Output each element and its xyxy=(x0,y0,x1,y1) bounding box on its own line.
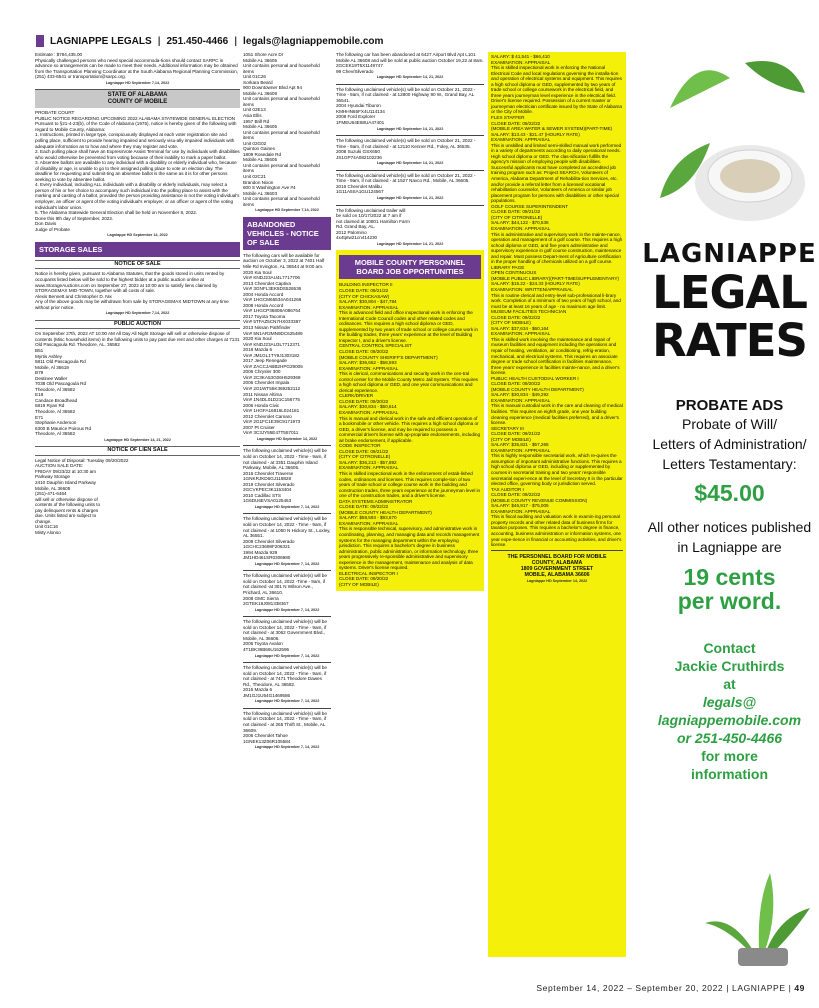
ad-title: RATES xyxy=(652,314,807,367)
column-4 xyxy=(488,52,626,957)
job-opportunities-box xyxy=(488,52,626,957)
notice-credit: Lagniappe HD September 14, 2022 xyxy=(526,579,588,584)
divider xyxy=(243,570,331,571)
contact-text: Contact Jackie Cruthirds at xyxy=(674,640,785,692)
notice-credit: Lagniappe HD September 14, 21, 2022 xyxy=(104,437,171,442)
notice-text: The following car has been abandoned at 6427 Airport Blvd Apt L101 Mobile AL 36608 and will be sold at public auction October 19,22 at 8am. 2GCEK19T5X1149747 99 Chev/Silverado xyxy=(336,52,484,74)
header-separator: | xyxy=(157,35,161,47)
divider xyxy=(243,616,331,617)
footer-separator: | xyxy=(788,983,795,993)
page-header xyxy=(36,33,796,49)
notice-text: On September 27th, 2022 AT 10:00 AM All Day All Night Storage will sell or otherwise dispose of contents (Misc household items) in the following units to pay past due rent and other charges at 7131 Old Pascagoula Rd. Theodore, AL. 36582 B51 Myrtis Ashley 5811 Old Pascagoula Rd Mobile, Al 36619 B79 Destinee Waller 7038 Old Pascagoula Rd Theodore, Al 36582 E18 Candace Broadhead 6819 Ryan Rd Theodore, Al 36582 E71 Stephanie Anderson 6300 B Maurice Poiroux Rd Theodore, Al 36582 xyxy=(35,331,240,437)
notice-text: 1051 Shore Acre Dr Mobile AL 36605 Unit contains personal and household items Unit 01C26 Sorkara Beard 900 Downtowner Blvd Apt 94 Mobile AL 36609 Unit contains personal and household items Unit 02E13 Asia Ellis 1957 Brill Rd Mobile AL 36605 Unit contains personal and household items Unit 02G02 Quinton Gaines 1809 Rosedale Rd Mobile AL 36605 Unit contains personal and household items Unit 02C21 Brandon Nixon 600 S Washington Ave #4 Mobile AL 36603 Unit contains personal and household items xyxy=(243,52,320,207)
notice-subheading: NOTICE OF LIEN SALE xyxy=(35,446,240,456)
column-2 xyxy=(243,52,331,957)
coffee-cup-illustration xyxy=(650,48,815,238)
divider xyxy=(243,708,331,709)
publication-name: LAGNIAPPE xyxy=(732,983,786,993)
header-color-block xyxy=(36,35,44,47)
notice-credit: Lagniappe HD September 7, 14, 2022 xyxy=(254,561,320,566)
notice-credit: Lagniappe HD September 7, 14, 2022 xyxy=(254,699,320,704)
other-notices-text: All other notices published in Lagniappe are xyxy=(647,519,812,555)
header-separator: | xyxy=(234,35,238,47)
divider xyxy=(243,513,331,514)
divider xyxy=(491,550,623,551)
notice-text: The following unclaimed vehicle(s) will be sold on October 14, 2022 - Time - 9am, if not claimed - at 265 Thrift St., Mobile, AL 36609. 2006 Chevrolet Tahoe 1GNEK13Z06R105584 xyxy=(243,710,327,744)
plant-illustration xyxy=(700,868,815,968)
section-heading: STATE OF ALABAMA COUNTY OF MOBILE xyxy=(35,89,240,108)
notice-credit: Lagniappe HD September 7,14, 2022 xyxy=(105,311,170,316)
column-1 xyxy=(35,52,240,957)
contact-phone[interactable]: or 251-450-4466 xyxy=(676,730,783,746)
contact-email[interactable]: legals@ lagniappemobile.com xyxy=(657,694,802,728)
divider xyxy=(336,135,484,136)
issue-dates: September 14, 2022 – September 20, 2022 xyxy=(536,983,724,993)
notice-text: The following unclaimed trailer will be sold on 10/17/2022 at 7 am if not claimed at 10801 Hamilton Farm Rd. Grand Bay, AL. 2012 Palomino 4x4tptw21cn414230 xyxy=(336,207,410,241)
notice-credit: Lagniappe HD September 7, 14, 2022 xyxy=(254,745,320,750)
divider xyxy=(243,662,331,663)
notice-text: The following cars will be available for auction on October 3, 2022 at 7401 Half Mile Rd Irvington, AL 36544 at 9:00 am. 2020 Kia Soul Vin# KNDJ23AU4L7717706 2013 Chevrolet Captiva Vin# 3GNFL3EK5DS526536 2004 Honda Accord Vin# 1HGCM66534A041268 2008 Honda Accord Vin# 1HGCP36808A086764 2017 Toyota Tacoma Vin# 5TFAZ5CN7HX033387 2013 Nissan Pathfinder Vin# 5N1AR2MN9DC625489 2020 Kia Soul Vin# KNDJ23AU3L7712371 2018 Mazda 6 Vin# JM1GL1TY9J1303182 2017 Jeep Renegade Vin# ZACCJABB2HPG29005 2006 Chrysler 300 Vin# 2C3KA53G06H529369 2006 Chevrolet Impala Vin# 2G1WT55K369252112 2011 Nissan Altima Vin# 1N4DL01D21C156775 2006 Honda Civic Vin# 1HGFA16816L024181 2012 Chevrolet Camaro Vin# 2G1FC1E39C9171973 2007 Pt Cruiser Vin# 3C3JY55E47T557011 xyxy=(243,252,325,436)
probate-price: $45.00 xyxy=(694,480,765,506)
footer-separator: | xyxy=(726,983,732,993)
notice-credit: Lagniappe HD September 7,14, 2022 xyxy=(255,208,319,213)
notice-credit: Lagniappe HD September 14, 2022 xyxy=(107,233,168,238)
divider xyxy=(336,84,484,85)
personnel-board-address: THE PERSONNEL BOARD FOR MOBILE COUNTY, ALABAMA 1809 GOVERNMENT STREET MOBILE, ALABAMA 36606 xyxy=(507,553,607,579)
notice-credit: Lagniappe HD September 14, 21, 2022 xyxy=(376,126,444,131)
job-listings-text: SALARY: $ 41,541 - $66,410 EXAMINATION: APPRAISAL This is skilled inspectional work in enforcing the National Electrical Code and local regulations governing the installa-tion and operation of electrical systems and equipment. This requires a high school diploma or GED, supplemented by two years of trade school or college coursework in the electrical field, and three years journeyman level experience in the electrical field. Driver's license required. Possession of a current master or journeyman electrician certificate issued by the State of Alabama or the City of Mobile. FLEX STAFFER CLOSE DATE: 09/22/22 (MOBILE AREA WATER & SEWER SYSTEM)(PART-TIME) SALARY: $13.43 - $21.47 (HOURLY RATE) EXAMINATION: APPRAISAL This is unskilled and limited semi-skilled manual work performed in a variety of departments according to daily operational needs. High school diploma or GED. The clas-sification fulfills the agency's mission of employing people with disabilities. Successful applicants must have completed an accredited job training program such as: Project SEARCH, Volunteers of America, Alabama Department of Rehabilita-tion Services, etc. and/or provide a referral letter from a licensed vocational rehabilitation counselor, Volunteers of America or similar job placement program for persons with disabilities or other special populations. GOLF COURSE SUPERINTENDENT CLOSE DATE: 09/21/22 (CITY OF CITRONELLE) SALARY: $44,122 - $70,536 EXAMINATION: APPRAISAL This is administrative and supervisory work in the mainte-nance, operation and management of a golf course. This requires a high school diploma or GED, and five years administrative and supervisory experience in golf course construction, maintenance and repair. Must possess Depart-ment of Agriculture certification in the proper handling of chemicals utilized on a golf course. LIBRARY PAGE OPEN CONTINUOUS (MOBILE PUBLIC LIBRARY)(PART-TIME/SUPPLEMENTARY) SALARY: $15.22 - $24.33 (HOURLY RATE) EXAMINATION: WRITTEN/APPRAISAL This is routine clerical and entry-level sub-professional li-brary work. Completion of a minimum of two years of high school, and must be at least 16 years of age - no maximum age limit. MUSEUM FACILITIES TECHNICIAN CLOSE DATE: 09/22/22 (CITY OF MOBILE) SALARY: $37,634 - $60,164 EXAMINATION: APPRAISAL This is skilled work involving the maintenance and repair of museum facilities and equipment including the operations and repair of heating, ventilation, air conditioning, refrig-eration, mechanical, and electrical systems. This requires an associate degree or trade school certification in facilities maintenance, three years' experience in facilities mainte-nance, and a driver's license. PUBLIC HEALTH CUSTODIAL WORKER I CLOSE DATE: 09/20/22 (MOBILE COUNTY HEALTH DEPARTMENT) SALARY: $30,834 - $49,292 EXAMINATION: APPRAISAL This is manual custodial work in the care and cleaning of medical facilities. This requires an eighth grade, one year building cleaning experience (medical facilities preferred), and a driver's license. SECRETARY III CLOSE DATE: 09/21/22 (CITY OF MOBILE) SALARY: $35,821 - $57,265 EXAMINATION: APPRAISAL This is highly responsible secretarial work, which re-quires the assumption of important administrative functions. This requires a high school diploma or GED, including or supplemented by courses in secretarial training and two years' responsible secretarial experi-ence at the level of Secretary II in the particular elected office, governing body or jurisdiction served. TAX AUDITOR I CLOSE DATE: 09/22/22 (MOBILE COUNTY REVENUE COMMISSION) SALARY: $46,917 - $75,005 EXAMINATION: APPRAISAL This is fiscal auditing and valuation work in examin-ing personal property records and other related data of business firms for taxation purposes. This requires a bachelor's degree in finance, accounting, business administration or information systems, one year expe-rience in financial or accounting activities, and driver's license. xyxy=(491,54,623,548)
header-email[interactable]: legals@lagniappemobile.com xyxy=(243,35,384,47)
notice-text: The following unclaimed vehicle(s) will be sold on October 14, 2022 - Time - 9am, if not claimed - at 7471 Theodore Dawes Rd., Theodore, AL 36582. 2016 Mazda 6 JM1GJ1U54G1469586 xyxy=(243,665,327,698)
notice-text: The following unclaimed vehicle(s) will be sold on October 14, 2022 - Time - 9am, if not claimed - at 3062 Government Blvd., Mobile, AL 36606. 2006 Toyota Avalon 4T1BK36B66U162595 xyxy=(243,619,327,652)
notice-credit: Lagniappe HD September 7, 14, 2022 xyxy=(254,653,320,658)
divider xyxy=(336,205,484,206)
per-word-price: 19 cents per word. xyxy=(677,564,782,614)
probate-description: Probate of Will/ Letters of Administration/ Letters Testamentary: xyxy=(652,416,807,472)
section-heading: ABANDONED VEHICLES - NOTICE OF SALE xyxy=(243,217,331,250)
page-number: 49 xyxy=(794,983,805,993)
notice-text: The following unclaimed vehicle(s) will be sold on October 21, 2022 - Time - 9am, if not claimed - at 12800 Highway 90 W., Grand Bay, AL 36541. 2004 Hyundai Tiburon KMHHN65FX4U114134 2008 Ford Explorer 1FMEU64E68UA47401 xyxy=(336,86,476,126)
notice-credit: Lagniappe HD September 14, 21, 2022 xyxy=(376,196,444,201)
ad-title: LAGNIAPPE xyxy=(642,239,817,269)
ad-title: LEGAL xyxy=(652,266,807,319)
divider xyxy=(336,170,484,171)
notice-text: The following unclaimed vehicle(s) will be sold on October 21, 2022 - Time - 9am, if not claimed - at 12110 Kenner Rd., Foley, AL 36535. 2008 Suzuki GSX650 JS1GP74A082102236 xyxy=(336,138,476,160)
header-section: LAGNIAPPE LEGALS xyxy=(50,35,152,47)
probate-ads-heading: PROBATE ADS xyxy=(675,397,784,414)
notice-subheading: PUBLIC AUCTION xyxy=(35,320,240,330)
column-3 xyxy=(336,52,484,957)
notice-text: The following unclaimed vehicle(s) will be sold on October 14, 2022 - Time - 9am, if not claimed - at 1050 N Hickory St., Loxley, AL 36551. 2008 Chevrolet Silverado 1GCHC23698F206321 1994 Mazda 929 JM1HD461SR0306980 xyxy=(243,516,331,561)
notice-text: Notice is hereby given, pursuant to Alabama Statutes, that the goods stored in units rented by occupants listed below will be sold to the highest bidder at a public auction online at www.StorageAuctions.com on September 27, 2022 at 10:00 am to satisfy liens claimed by STORAGEMAX MID-TOWN, together with all costs of sale. Alexis Bennett and Christopher D. Nix Any of the above goods may be withdrawn from sale by STORAGEMAX MIDTOWN at any time without prior notice. xyxy=(35,271,229,310)
notice-credit: Lagniappe HD September 14, 2022 xyxy=(256,436,318,441)
notice-text: The following unclaimed vehicle(s) will be sold on October 21, 2022 - Time - 9am, if not claimed - at 1527 Navco Rd., Mobile, AL 36605. 2016 Chevrolet Malibu 1G11A5SA1GU124567 xyxy=(336,172,476,195)
header-phone: 251.450-4466 xyxy=(166,35,229,47)
job-listings-text: BUILDING INSPECTOR II CLOSE DATE: 09/21/22 (CITY OF CHICKASAW) SALARY: $30,804 - $47,784 EXAMINATION: APPRAISAL This is advanced field and office inspectional work in enforcing the International Code Council codes and other related codes and ordinances. This requires a high school diploma or GED, supplemented by two years of trade school or college course work in the building trades, three years' experience at the level of Building Inspector I, and a driver's license. CENTRAL CONTROL SPECIALIST CLOSE DATE: 09/20/22 (MOBILE COUNTY SHERIFF'S DEPARTMENT) SALARY: $36,652 - $58,593 EXAMINATION: APPRAISAL This is clerical, communications and security work in the cen-tral control center for the Mobile County Metro Jail System. This requires a high school diploma or GED, and one year communications and clerical experience. CLERK/DRIVER CLOSE DATE: 09/20/22 SALARY: $30,834 - $50,614 EXAMINATION: APPRAISAL This is manual and clerical work in the safe and efficient operation of a bookmobile or other vehicle. This requires a high school diploma or GED, a driver's license, and may be required to possess a commercial driver's license with ap-propriate endorsements, including air brake endorsement, if applicable. CODE INSPECTOR CLOSE DATE: 09/21/22 (CITY OF CITRONELLE) SALARY: $36,213 - $57,892 EXAMINATION: APPRAISAL This is skilled inspectional work in the enforcement of estab-lished codes, ordinances and licenses. This requires comple-tion of two years of trade school or college course work in the building and construction trades, three years experience at the journeyman level in one of the construction trades, and a driver's license. DATA SYSTEMS ADMINISTRATOR CLOSE DATE: 09/22/22 (MOBILE COUNTY HEALTH DEPARTMENT) SALARY: $58,593 - $93,670 EXAMINATION: APPRAISAL This is responsible technical, supervisory, and administrative work in coordinating, planning, and managing data and records management systems for the managing department within the employing jurisdiction. This requires a bachelor's degree in business administration, public administration, or information technology, three years progressively re-sponsible administrative and supervisory experience in the management, maintenance and analysis of data systems. Driver's license required. ELECTRICAL INSPECTOR I CLOSE DATE: 09/20/22 (CITY OF MOBILE) xyxy=(339,282,481,587)
notice-credit: Lagniappe HD September 14, 21, 2022 xyxy=(376,75,444,80)
notice-credit: Lagniappe HD September 7, 14, 2022 xyxy=(254,504,320,509)
page-footer xyxy=(536,983,805,993)
notice-text: The following unclaimed vehicle(s) will be sold on October 14, 2022 -Time - 9am, if not claimed -at 301 N Wilson Ave., Prichard, AL 36610. 2008 GMC Sierra 2GTEK19J081338367 xyxy=(243,573,327,607)
notice-text: PROBATE COURT PUBLIC NOTICE REGARDING UPCOMING 2022 ALABAMA STATEWIDE GENERAL ELECTION Pursuant to §21-4-23(b), of the Code of Alabama (1975), notice is hereby given of the following with regard to Mobile County, Alabama: 1. Instructions, printed in large type, conspicuously displayed at each voter registration site and polling place, sufficient to provide hearing impaired and seriously visu-ally impaired individuals with adequate information as to how and where they may register and vote. 2. Each polling place shall have an ExpressVote Assist Terminal for use by individuals with disabilities who would otherwise be prevented from voting because of their inability to mark a paper ballot. 3. Absentee ballots are available to any individual with a disability or elderly individual who, because of disability or age, is unable to go to their assigned polling place to vote on election day. The deadline for requesting and submit-ting an absentee ballot is the same as it is for other persons seeking to vote by absentee ballot. 4. Every individual, including ALL individuals with a disability or elderly individuals, may select a person of his or her choice to accompany such individual into the polling place to assist with the marking and casting of a ballot, provided the person providing assistance is not the voting individual's employer, an officer or agent of the voting individual's employer, or an officer or agent of the voting individual's labor union. 5. The Alabama Statewide General Election shall be held on November 8, 2022. Done this 9th day of September, 2022. Don Davis Judge of Probate xyxy=(35,110,240,232)
divider xyxy=(243,445,331,446)
notice-text: Estimate : $794,435.00 Physically challenged persons who need special accommoda-tions should contact SARPC in advance so arrangements can be made to meet their needs. Additional information may be obtained from the Transportation Planning Coordinator at the South Alabama Regional Planning Commission, (251) 433-6541 or transportation@sarpc.org. xyxy=(35,52,238,80)
notice-credit: Lagniappe HD September 14, 21, 2022 xyxy=(376,161,444,166)
legal-rates-ad xyxy=(641,235,818,930)
section-heading: MOBILE COUNTY PERSONNEL BOARD JOB OPPORTUNITIES xyxy=(339,255,481,279)
more-info-text: for more information xyxy=(691,748,768,782)
notice-text: Legal Notice of Disposal: Tuesday 09/20/2022 AUCTION SALE DATE: FRIDAY 09/23/22 at 10:30 am Parkway Storage 2410 Dauphin Island Parkway Mobile, AL 36605 (251)-471-6464 will sell or otherwise dispose of contents of the following units to pay delinquent rents & charges due. Units listed are subject to change. Unit 01C16 Misty Alonso xyxy=(35,457,129,535)
notice-subheading: NOTICE OF SALE xyxy=(35,260,240,270)
notice-credit: Lagniappe HD September 7,14, 2022 xyxy=(105,80,170,85)
notice-credit: Lagniappe HD September 7, 14, 2022 xyxy=(254,607,320,612)
job-opportunities-box xyxy=(336,250,484,591)
section-heading: STORAGE SALES xyxy=(35,242,240,257)
notice-text: The following unclaimed vehicle(s) will be sold on October 14, 2022 - Time - 9am, if not claimed - at 3351 Dauphin Island Parkway, Mobile, AL 36605. 2016 Chevrolet Traverse 1GNKRJKD6GJ118828 2019 Chevrolet Silverado 2GCVKPEC3K1153404 2010 Cadillac STS 1G6DU6EVSA0125463 xyxy=(243,448,327,504)
notice-credit: Lagniappe HD September 14, 21, 2022 xyxy=(376,241,444,246)
